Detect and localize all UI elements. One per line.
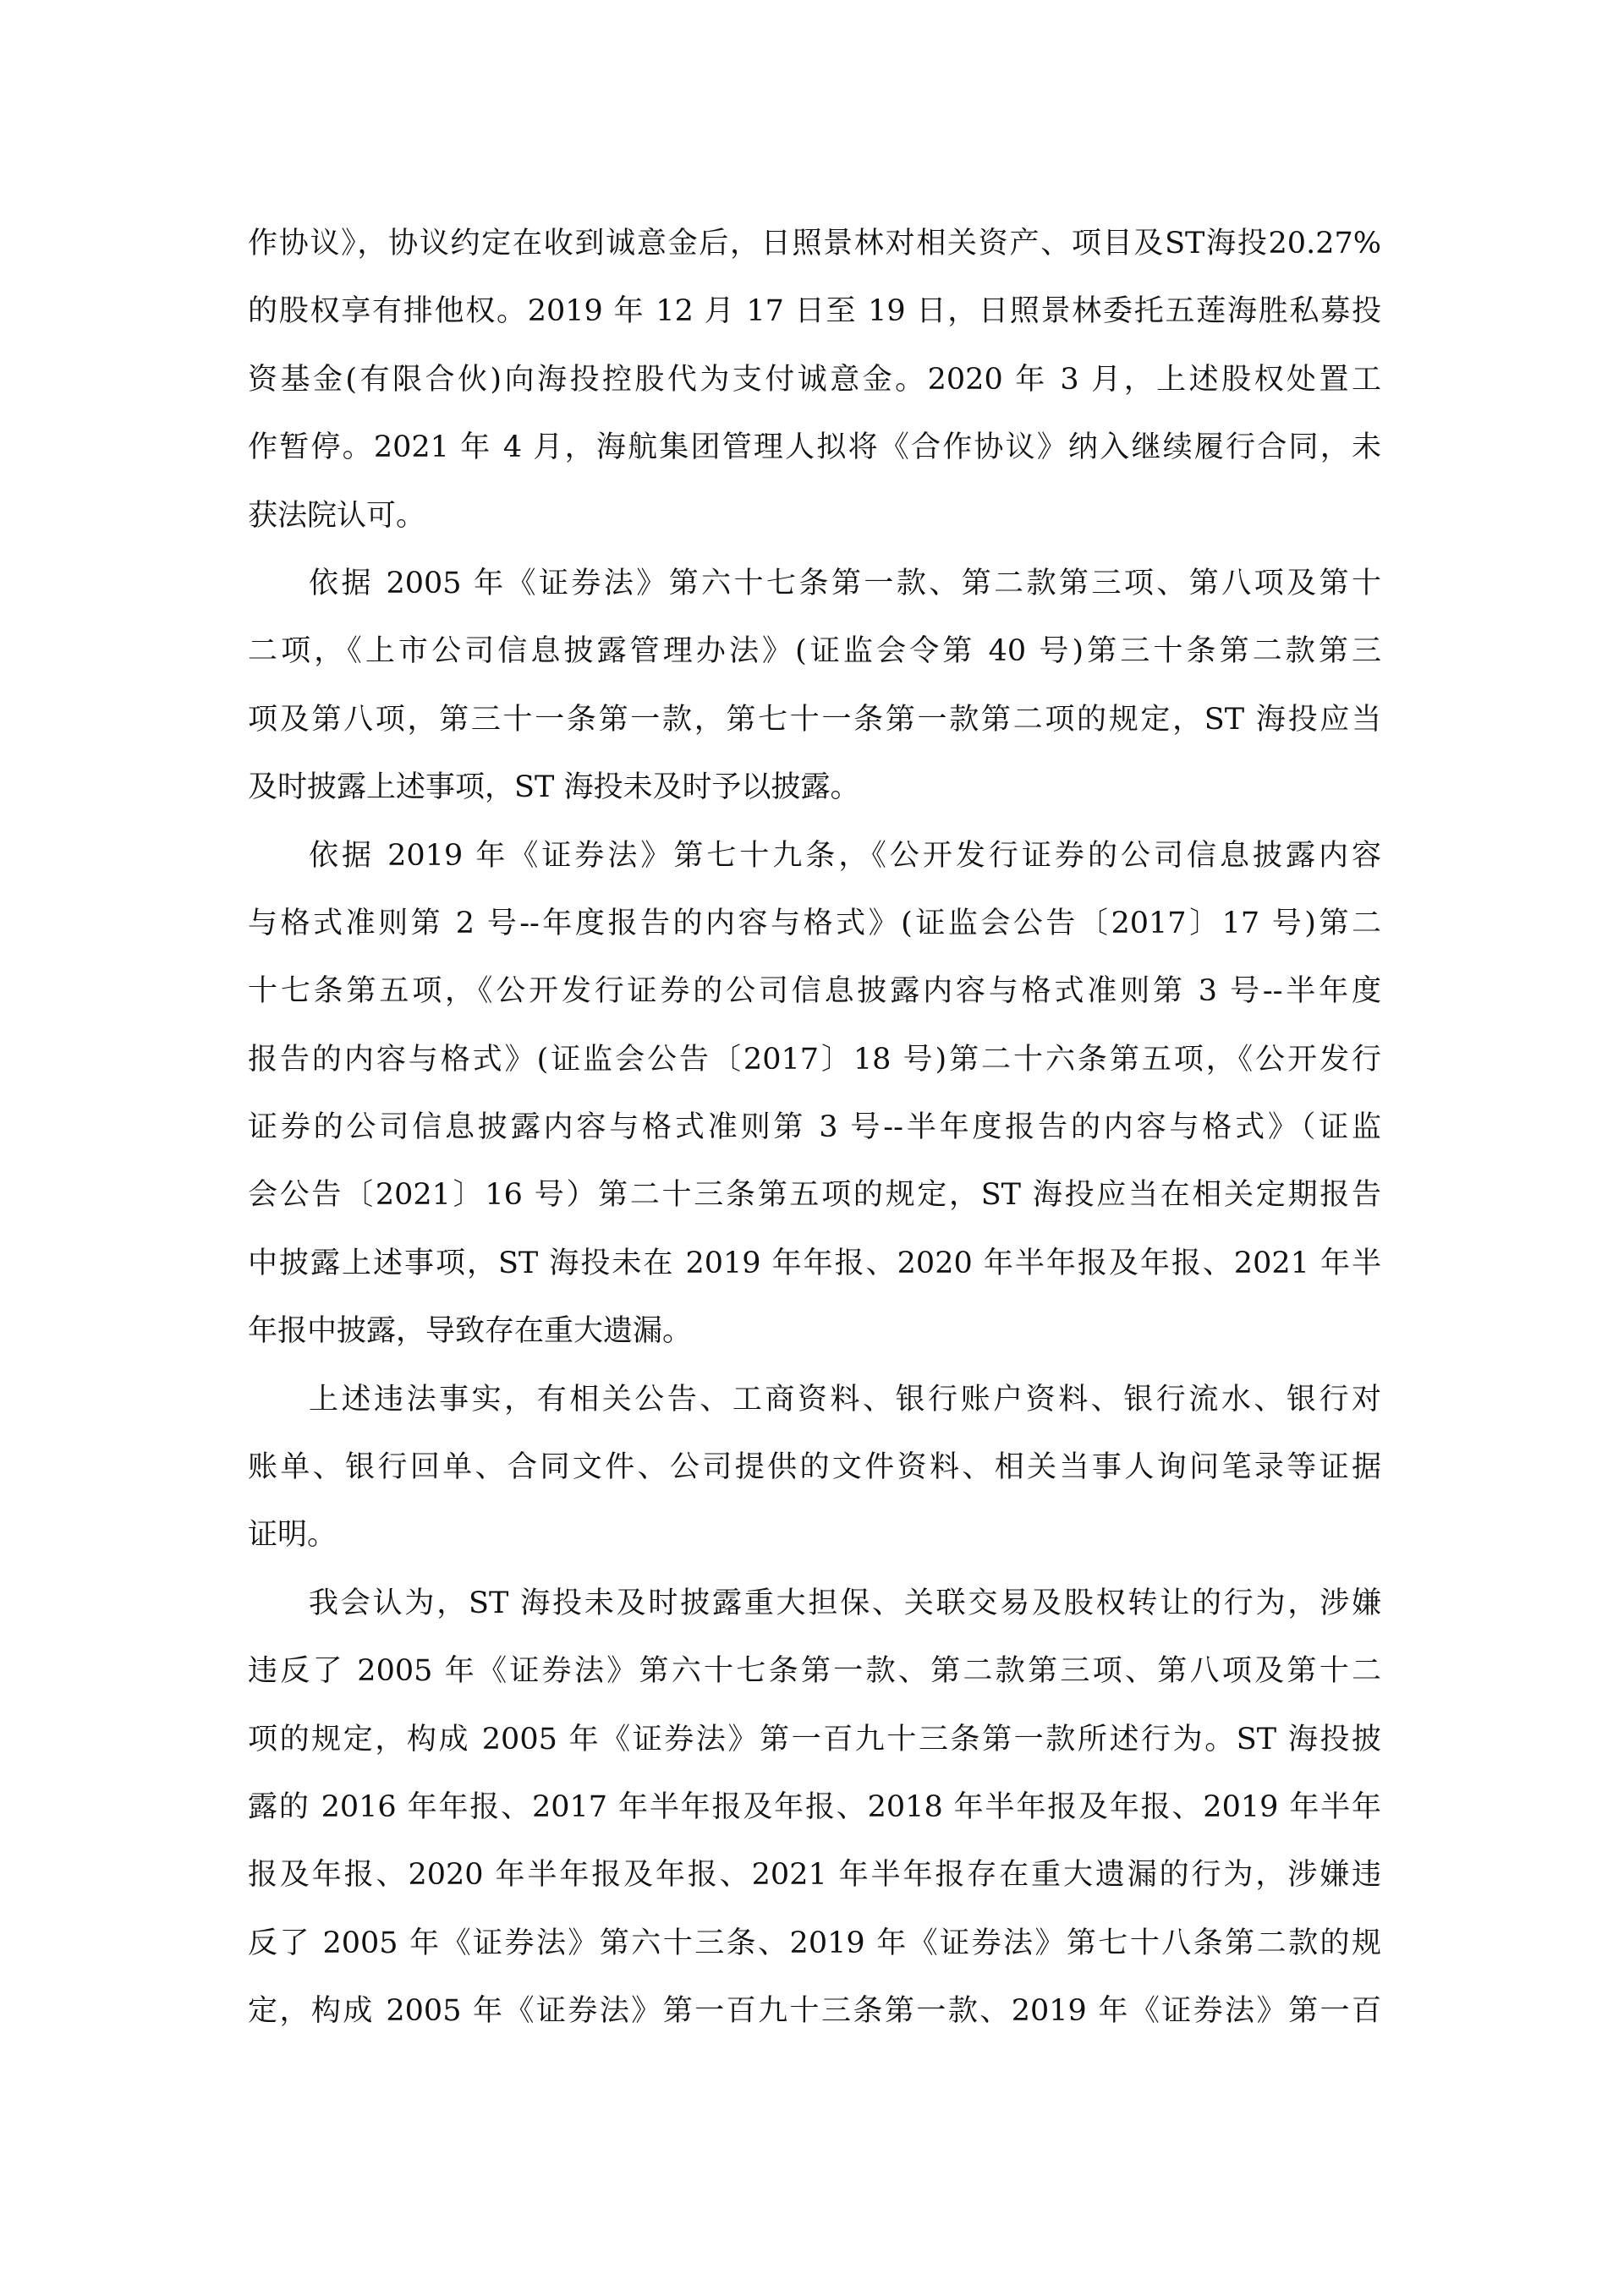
text-line: 证券的公司信息披露内容与格式准则第 3 号--半年度报告的内容与格式》（证监 (248, 1110, 1381, 1145)
text-line: 上述违法事实，有相关公告、工商资料、银行账户资料、银行流水、银行对 (309, 1382, 1381, 1417)
text-line: 依据 2005 年《证券法》第六十七条第一款、第二款第三项、第八项及第十 (309, 566, 1381, 600)
text-line: 十七条第五项，《公开发行证券的公司信息披露内容与格式准则第 3 号--半年度 (248, 974, 1381, 1009)
text-line: 资基金(有限合伙)向海投控股代为支付诚意金。2020 年 3 月，上述股权处置工 (248, 362, 1381, 397)
text-line: 反了 2005 年《证券法》第六十三条、2019 年《证券法》第七十八条第二款的规 (248, 1926, 1381, 1960)
text-line: 年报中披露，导致存在重大遗漏。 (248, 1314, 693, 1349)
text-line: 作暂停。2021 年 4 月，海航集团管理人拟将《合作协议》纳入继续履行合同，未 (248, 430, 1381, 465)
text-line: 的股权享有排他权。2019 年 12 月 17 日至 19 日，日照景林委托五莲海胜私募投 (248, 294, 1381, 329)
paragraph-agreement-continuation (248, 210, 1381, 550)
text-line: 违反了 2005 年《证券法》第六十七条第一款、第二款第三项、第八项及第十二 (248, 1654, 1381, 1689)
text-line: 作协议》，协议约定在收到诚意金后，日照景林对相关资产、项目及ST海投20.27% (248, 227, 1381, 260)
paragraph-commission-finding (248, 1570, 1381, 2046)
text-line: 报告的内容与格式》(证监会公告〔2017〕18 号)第二十六条第五项，《公开发行 (248, 1042, 1381, 1077)
paragraph-evidence (248, 1366, 1381, 1570)
text-line: 二项，《上市公司信息披露管理办法》(证监会令第 40 号)第三十条第二款第三 (248, 634, 1381, 669)
text-line: 账单、银行回单、合同文件、公司提供的文件资料、相关当事人询问笔录等证据 (248, 1450, 1381, 1485)
text-line: 项的规定，构成 2005 年《证券法》第一百九十三条第一款所述行为。ST 海投披 (248, 1722, 1381, 1756)
text-line: 定，构成 2005 年《证券法》第一百九十三条第一款、2019 年《证券法》第一百 (248, 1994, 1381, 2029)
paragraph-2005-securities-law-basis (248, 550, 1381, 822)
document-page (248, 210, 1381, 2046)
text-line: 露的 2016 年年报、2017 年半年报及年报、2018 年半年报及年报、2019 年半年 (248, 1789, 1381, 1824)
text-line: 中披露上述事项，ST 海投未在 2019 年年报、2020 年半年报及年报、2021 年半 (248, 1246, 1381, 1280)
paragraph-2019-securities-law-basis (248, 822, 1381, 1366)
text-line: 会公告〔2021〕16 号）第二十三条第五项的规定，ST 海投应当在相关定期报告 (248, 1178, 1381, 1213)
text-line: 与格式准则第 2 号--年度报告的内容与格式》(证监会公告〔2017〕17 号)第二 (248, 906, 1381, 940)
text-line: 依据 2019 年《证券法》第七十九条，《公开发行证券的公司信息披露内容 (309, 838, 1381, 873)
text-line: 报及年报、2020 年半年报及年报、2021 年半年报存在重大遗漏的行为，涉嫌违 (248, 1858, 1381, 1893)
text-line: 项及第八项，第三十一条第一款，第七十一条第一款第二项的规定，ST 海投应当 (248, 702, 1381, 737)
text-line: 获法院认可。 (248, 498, 426, 533)
text-line: 我会认为，ST 海投未及时披露重大担保、关联交易及股权转让的行为，涉嫌 (309, 1586, 1381, 1620)
text-line: 及时披露上述事项，ST 海投未及时予以披露。 (248, 770, 860, 805)
text-line: 证明。 (248, 1518, 337, 1553)
